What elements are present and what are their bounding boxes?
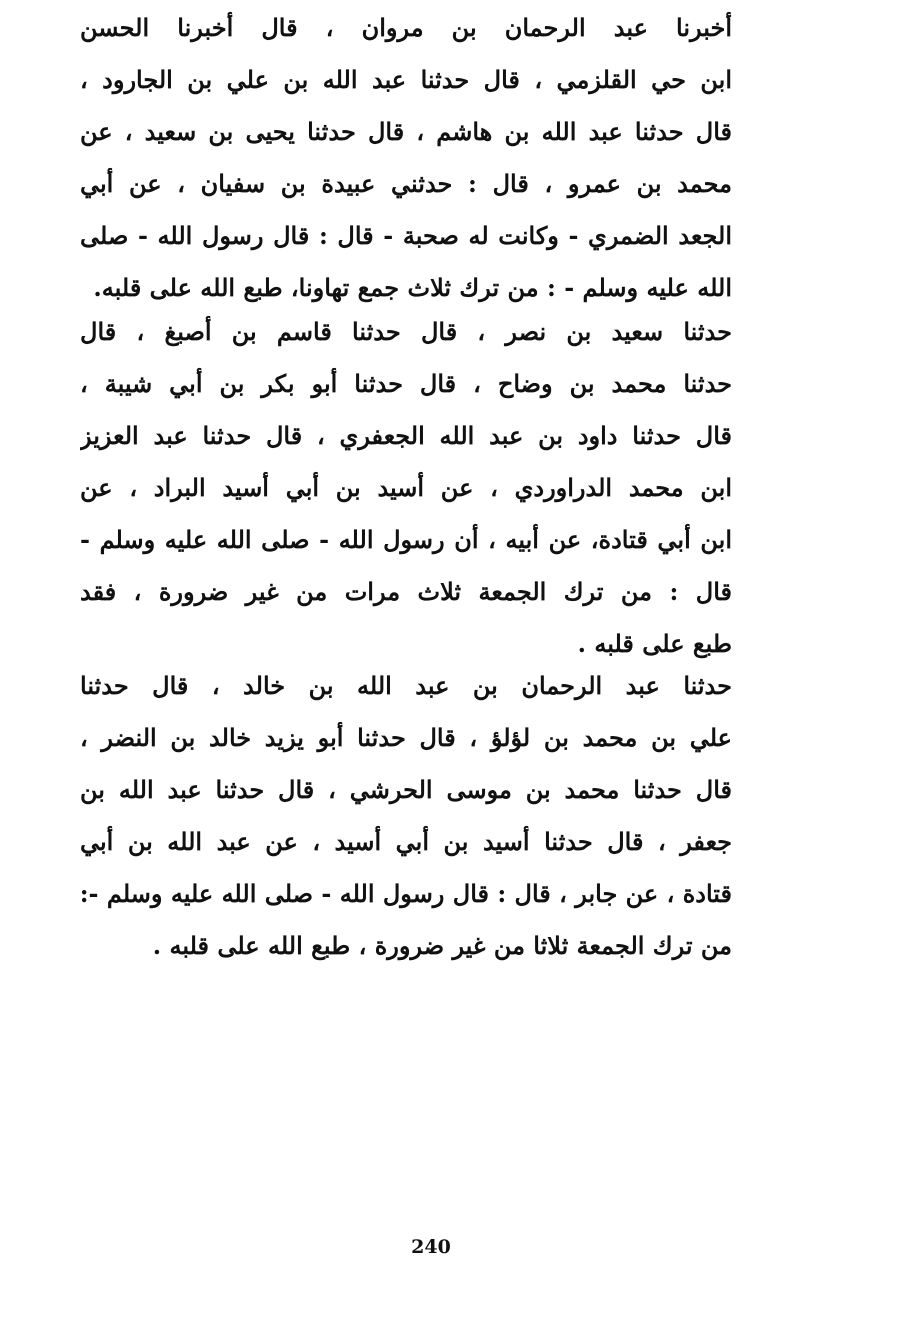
paragraph-line: قال : من ترك الجمعة ثلاث مرات من غير ضرورة ، فقد [80,577,732,606]
paragraph-line: ابن أبي قتادة، عن أبيه ، أن رسول الله - صلى الله عليه وسلم - [80,525,732,554]
paragraph-line: قال حدثنا داود بن عبد الله الجعفري ، قال حدثنا عبد العزيز [80,421,732,450]
paragraph-line: أخبرنا عبد الرحمان بن مروان ، قال أخبرنا الحسن [80,13,732,42]
page-number: 240 [411,1236,451,1258]
paragraph-line: قال حدثنا عبد الله بن هاشم ، قال حدثنا يحيى بن سعيد ، عن [80,117,732,146]
paragraph-3 [80,660,732,972]
paragraph-2 [80,306,732,670]
paragraph-1 [80,2,732,314]
paragraph-line: حدثنا سعيد بن نصر ، قال حدثنا قاسم بن أصبغ ، قال [80,317,732,346]
paragraph-line: الله عليه وسلم - : من ترك ثلاث جمع تهاونا، طبع الله على قلبه. [93,273,732,302]
paragraph-line: طبع على قلبه . [577,629,732,658]
paragraph-line: الجعد الضمري - وكانت له صحبة - قال : قال رسول الله - صلى [80,221,732,250]
paragraph-line: من ترك الجمعة ثلاثا من غير ضرورة ، طبع الله على قلبه . [152,931,732,960]
paragraph-line: حدثنا عبد الرحمان بن عبد الله بن خالد ، قال حدثنا [80,671,732,700]
paragraph-line: جعفر ، قال حدثنا أسيد بن أبي أسيد ، عن عبد الله بن أبي [80,827,732,856]
paragraph-line: قال حدثنا محمد بن موسى الحرشي ، قال حدثنا عبد الله بن [80,775,732,804]
paragraph-line: علي بن محمد بن لؤلؤ ، قال حدثنا أبو يزيد خالد بن النضر ، [80,723,732,752]
paragraph-line: حدثنا محمد بن وضاح ، قال حدثنا أبو بكر بن أبي شيبة ، [80,369,732,398]
paragraph-line: ابن حي القلزمي ، قال حدثنا عبد الله بن علي بن الجارود ، [80,65,732,94]
paragraph-line: محمد بن عمرو ، قال : حدثني عبيدة بن سفيان ، عن أبي [80,169,732,198]
paragraph-line: ابن محمد الدراوردي ، عن أسيد بن أبي أسيد البراد ، عن [80,473,732,502]
paragraph-line: قتادة ، عن جابر ، قال : قال رسول الله - صلى الله عليه وسلم -: [80,879,732,908]
